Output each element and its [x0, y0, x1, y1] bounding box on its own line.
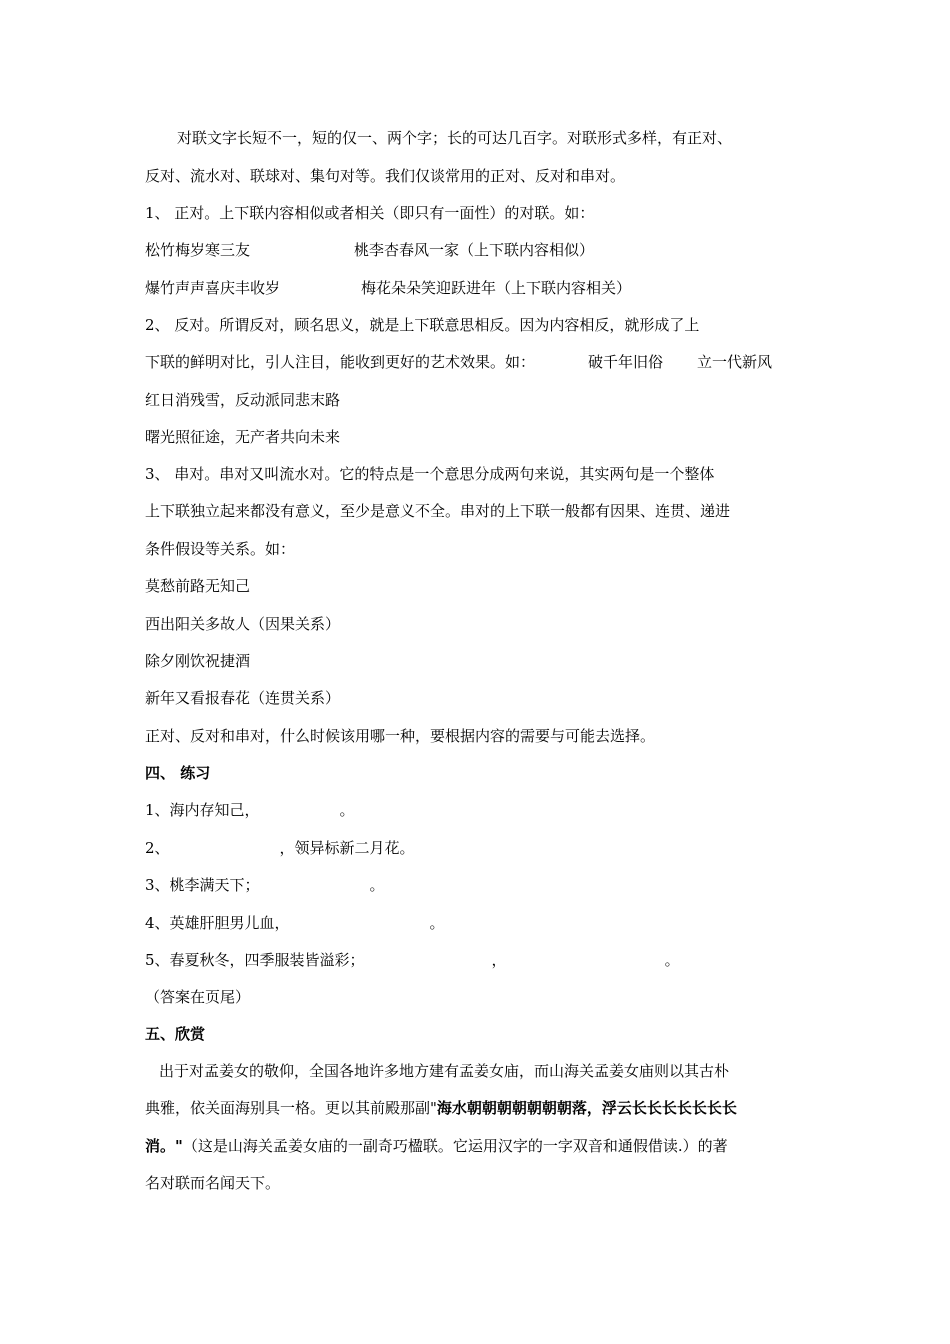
practice-question-3: [145, 875, 385, 895]
appreciation-title: 五、欣赏: [145, 1025, 206, 1043]
summary-text: 正对、反对和串对，什么时候该用哪一种，要根据内容的需要与可能去选择。: [145, 727, 656, 745]
appreciation-line-2: [145, 1098, 737, 1118]
question-1-end: 。: [339, 801, 355, 819]
question-5-comma: ，: [491, 951, 507, 969]
zhengdui-example-1-right: 桃李杏春风一家（上下联内容相似）: [354, 241, 595, 259]
chuandui-example-1: 莫愁前路无知己: [145, 577, 251, 595]
practice-question-5: [145, 950, 680, 970]
fandui-example-2: 曙光照征途，无产者共向未来: [145, 428, 341, 446]
practice-question-4: [145, 913, 445, 933]
fandui-inline-example-b: 立一代新风: [697, 353, 773, 371]
practice-question-2: [145, 838, 415, 858]
zhengdui-example-1-left: 松竹梅岁寒三友: [145, 241, 251, 259]
zhengdui-example-2-left: 爆竹声声喜庆丰收岁: [145, 279, 281, 297]
chuandui-example-3: 除夕刚饮祝捷酒: [145, 652, 251, 670]
fandui-line-2: 下联的鲜明对比，引人注目，能收到更好的艺术效果。如：: [145, 353, 536, 371]
chuandui-line-2: 上下联独立起来都没有意义，至少是意义不全。串对的上下联一般都有因果、连贯、递进: [145, 502, 731, 520]
chuandui-line-3: 条件假设等关系。如：: [145, 540, 296, 558]
couplet-bold-first: 海水朝朝朝朝朝朝朝落，浮云长长长长长长长: [436, 1099, 737, 1117]
chuandui-example-2: 西出阳关多故人（因果关系）: [145, 615, 341, 633]
question-3-end: 。: [369, 876, 385, 894]
answer-note: （答案在页尾）: [145, 988, 251, 1006]
question-1-text: 1、海内存知己，: [145, 801, 260, 819]
intro-line-2: 反对、流水对、联球对、集句对等。我们仅谈常用的正对、反对和串对。: [145, 167, 626, 185]
fandui-heading: 2、 反对。所谓反对，顾名思义，就是上下联意思相反。因为内容相反，就形成了上: [145, 316, 700, 334]
appreciation-line-4: 名对联而名闻天下。: [145, 1174, 281, 1192]
appreciation-line-2-text: 典雅，依关面海别具一格。更以其前殿那副": [145, 1099, 437, 1117]
question-2-number: 2、: [145, 839, 170, 857]
fandui-inline-example-a: 破千年旧俗: [588, 353, 664, 371]
intro-line-1: 对联文字长短不一，短的仅一、两个字；长的可达几百字。对联形式多样，有正对、: [177, 129, 733, 147]
question-5-text: 5、春夏秋冬，四季服装皆溢彩；: [145, 951, 365, 969]
zhengdui-heading: 1、 正对。上下联内容相似或者相关（即只有一面性）的对联。如：: [145, 204, 595, 222]
question-5-end: 。: [664, 951, 680, 969]
appreciation-line-3-text: （这是山海关孟姜女庙的一副奇巧楹联。它运用汉字的一字双音和通假借读.）的著: [182, 1137, 728, 1155]
couplet-bold-second: 消。": [145, 1137, 183, 1155]
appreciation-line-3: [145, 1136, 728, 1156]
question-4-end: 。: [429, 914, 445, 932]
question-3-text: 3、桃李满天下；: [145, 876, 260, 894]
fandui-example-1: 红日消残雪，反动派同悲末路: [145, 391, 341, 409]
chuandui-heading: 3、 串对。串对又叫流水对。它的特点是一个意思分成两句来说，其实两句是一个整体: [145, 465, 715, 483]
question-4-text: 4、英雄肝胆男儿血，: [145, 914, 290, 932]
question-2-text: ，领异标新二月花。: [279, 839, 415, 857]
practice-question-1: [145, 800, 355, 820]
appreciation-line-1: 出于对孟姜女的敬仰，全国各地许多地方建有孟姜女庙，而山海关孟姜女庙则以其古朴: [159, 1062, 730, 1080]
chuandui-example-4: 新年又看报春花（连贯关系）: [145, 689, 341, 707]
practice-title: 四、 练习: [145, 764, 211, 782]
zhengdui-example-2-right: 梅花朵朵笑迎跃进年（上下联内容相关）: [361, 279, 632, 297]
